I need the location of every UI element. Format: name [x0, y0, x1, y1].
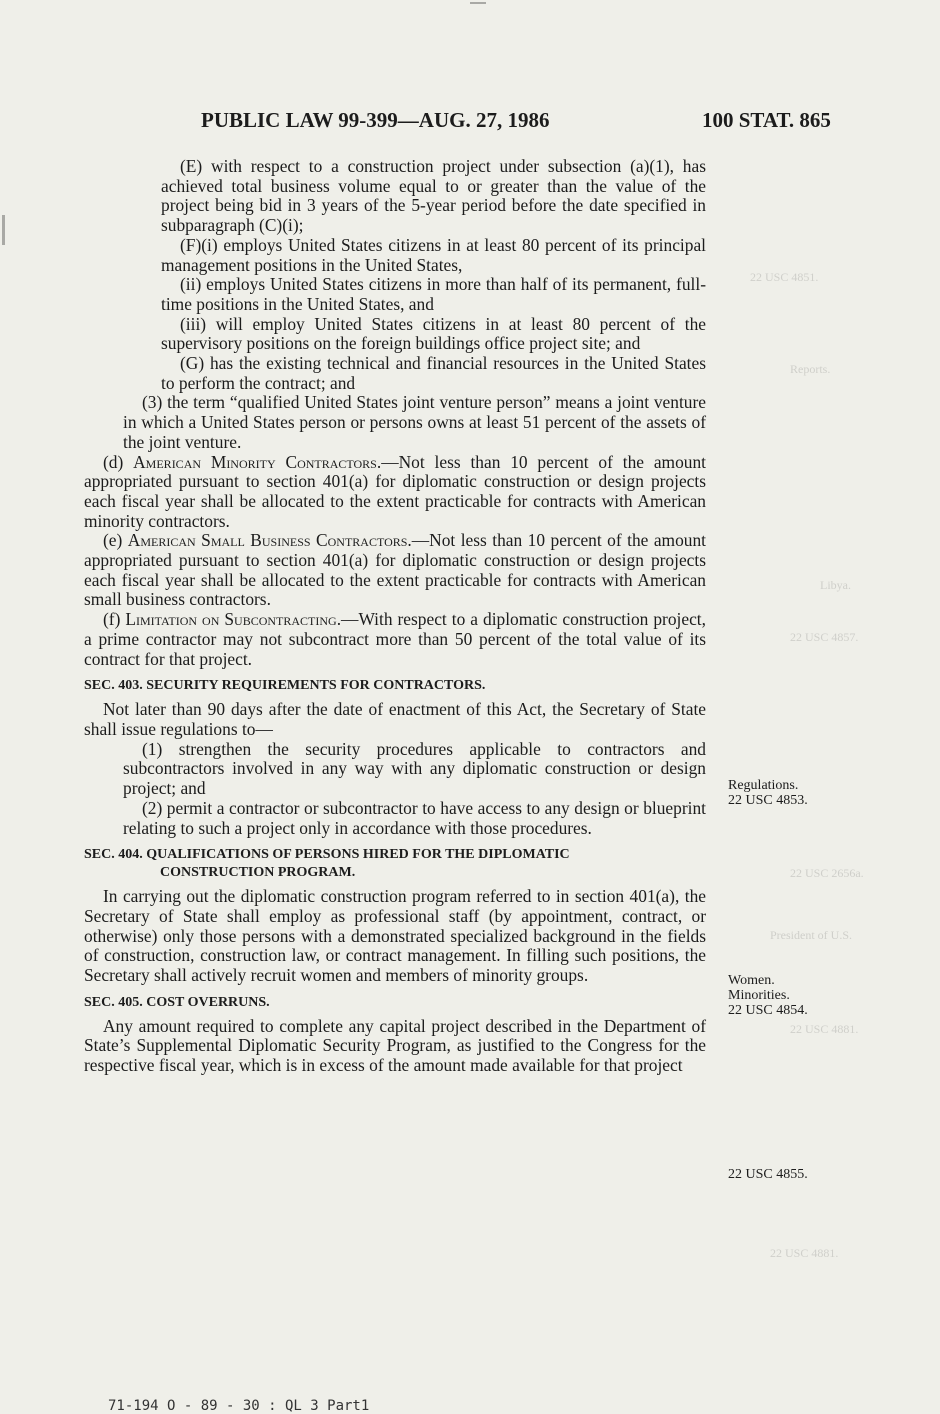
law-text	[84, 157, 706, 1076]
subsection-f-heading: Limitation on Subcontracting.	[125, 609, 342, 630]
subsection-e-label: (e)	[103, 530, 123, 551]
header-title: PUBLIC LAW 99-399—AUG. 27, 1986	[201, 108, 550, 132]
margin-note-404	[728, 973, 838, 1018]
subsection-d	[84, 453, 706, 532]
subsection-f-text: —With respect to a diplomatic construction project, a prime contractor may not subcontract more than 50 percent of the total value of its contract for that project.	[84, 609, 706, 669]
margin-note-regulations: Regulations.	[728, 778, 799, 793]
margin-note-usc-4855: 22 USC 4855.	[728, 1167, 808, 1182]
paragraph-f-iii: (iii) will employ United States citizens in at least 80 percent of the supervisory positions on the foreign buildings office project site; and	[161, 313, 706, 354]
section-404-heading-line1: SEC. 404. QUALIFICATIONS OF PERSONS HIRED FOR THE DIPLOMATIC	[84, 847, 570, 863]
scan-speck	[470, 2, 486, 4]
section-403-heading: SEC. 403. SECURITY REQUIREMENTS FOR CONTRACTORS.	[84, 678, 486, 694]
section-403-item-1: (1) strengthen the security procedures applicable to contractors and subcontractors involved in any way with any diplomatic construction or design project; and	[123, 738, 706, 799]
margin-note-usc-4854: 22 USC 4854.	[728, 1003, 808, 1018]
subsection-d-label: (d)	[103, 451, 124, 472]
section-403-item-2: (2) permit a contractor or subcontractor to have access to any design or blueprint relating to such a project only in accordance with those procedures.	[123, 797, 706, 838]
section-405-text: Any amount required to complete any capital project described in the Department of State’s Supplemental Diplomatic Security Program, as justified to the Congress for the respective fiscal year, which is in excess of the amount made available for that project	[84, 1015, 706, 1076]
margin-note-403	[728, 778, 838, 808]
show-through: Libya.	[820, 578, 851, 592]
margin-note-405	[728, 1167, 838, 1182]
show-through: 22 USC 2656a.	[790, 866, 864, 880]
paragraph-3: (3) the term “qualified United States joint venture person” means a joint venture in which a United States person or persons owns at least 51 percent of the assets of the joint venture.	[123, 392, 706, 452]
show-through: Reports.	[790, 362, 831, 376]
show-through: 22 USC 4857.	[790, 630, 859, 644]
show-through: 22 USC 4881.	[770, 1246, 839, 1260]
section-405-heading: SEC. 405. COST OVERRUNS.	[84, 994, 270, 1010]
section-404-heading-line2: CONSTRUCTION PROGRAM.	[160, 865, 356, 881]
subsection-e-heading: American Small Business Contractors.	[127, 530, 412, 551]
subsection-d-text: —Not less than 10 percent of the amount appropriated pursuant to section 401(a) for diplomatic construction or design projects each fiscal year shall be allocated to the extent practicable for contracts with American minority contractors.	[84, 451, 706, 531]
margin-note-women: Women.	[728, 973, 775, 988]
subsection-e-text: —Not less than 10 percent of the amount appropriated pursuant to section 401(a) for diplomatic construction or design projects each fiscal year shall be allocated to the extent practicable for contracts with American small business contractors.	[84, 530, 706, 610]
print-job-footer: 71-194 O - 89 - 30 : QL 3 Part1	[108, 1398, 370, 1414]
subsection-f	[84, 610, 706, 669]
margin-note-minorities: Minorities.	[728, 988, 790, 1003]
page-header	[0, 108, 940, 138]
section-403-intro: Not later than 90 days after the date of enactment of this Act, the Secretary of State shall issue regulations to—	[84, 699, 706, 739]
paragraph-f-ii: (ii) employs United States citizens in more than half of its permanent, full-time positions in the United States, and	[161, 274, 706, 314]
margin-note-usc-4853: 22 USC 4853.	[728, 793, 808, 808]
header-stat-page: 100 STAT. 865	[702, 108, 831, 132]
paragraph-g: (G) has the existing technical and financial resources in the United States to perform the contract; and	[161, 353, 706, 393]
subsection-d-heading: American Minority Contractors.	[133, 451, 382, 472]
show-through: 22 USC 4851.	[750, 270, 819, 284]
paragraph-e: (E) with respect to a construction project under subsection (a)(1), has achieved total business volume equal to or greater than the value of the project being bid in 3 years of the 5-year period before the date specified in subparagraph (C)(i);	[161, 156, 706, 236]
show-through: 22 USC 4881.	[790, 1022, 859, 1036]
scan-speck	[2, 215, 5, 245]
subsection-e	[84, 531, 706, 610]
paragraph-f-i: (F)(i) employs United States citizens in at least 80 percent of its principal management positions in the United States,	[161, 234, 706, 275]
show-through: President of U.S.	[770, 928, 852, 942]
section-404-text: In carrying out the diplomatic construction program referred to in section 401(a), the Secretary of State shall employ as professional staff (by appointment, contract, or otherwise) only those persons with a demonstrated specialized background in the fields of construction, construction law, or contract management. In filling such positions, the Secretary shall actively recruit women and members of minority groups.	[84, 886, 706, 986]
subsection-f-label: (f)	[103, 609, 121, 630]
section-404-heading	[84, 846, 706, 882]
